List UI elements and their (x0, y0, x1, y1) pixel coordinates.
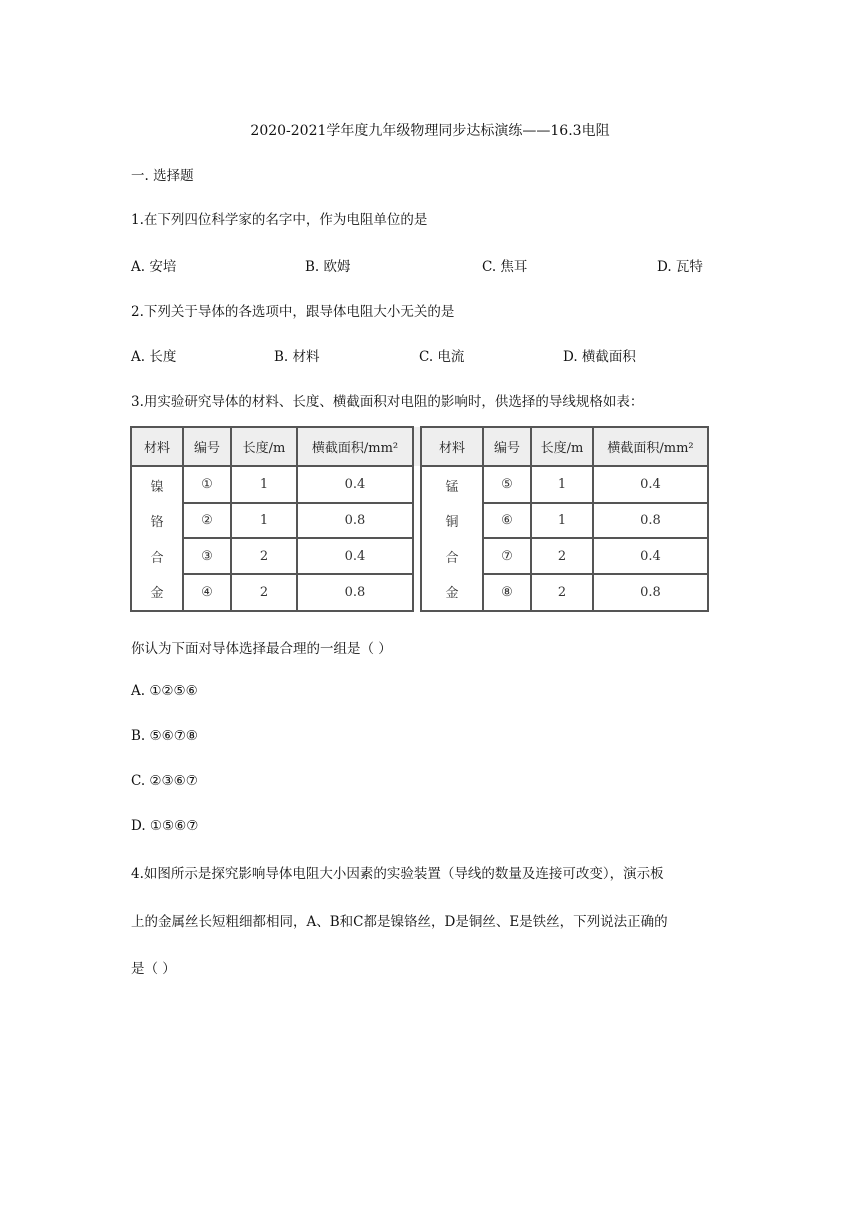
id-cell: ① (183, 466, 231, 503)
question-4-line-1: 4.如图所示是探究影响导体电阻大小因素的实验装置（导线的数量及连接可改变），演示板 (131, 866, 664, 882)
area-cell: 0.4 (593, 538, 708, 573)
table-gap (413, 538, 421, 573)
length-cell: 2 (231, 538, 297, 573)
material-cell: 合 (421, 538, 483, 573)
table-gap (413, 466, 421, 503)
q2-option-b: B. 材料 (274, 349, 320, 365)
length-cell: 2 (231, 574, 297, 611)
q2-option-c: C. 电流 (419, 349, 465, 365)
question-4-line-3: 是（ ） (131, 961, 176, 977)
question-1-stem: 1.在下列四位科学家的名字中，作为电阻单位的是 (131, 212, 428, 228)
table-row (131, 466, 708, 503)
length-cell: 1 (231, 466, 297, 503)
q3-option-c: C. ②③⑥⑦ (131, 773, 198, 789)
length-cell: 2 (531, 574, 593, 611)
q3-option-d: D. ①⑤⑥⑦ (131, 818, 199, 834)
table-gap (413, 574, 421, 611)
header-cell: 横截面积/mm² (297, 427, 413, 466)
material-cell: 金 (131, 574, 183, 611)
area-cell: 0.8 (593, 574, 708, 611)
id-cell: ② (183, 503, 231, 538)
length-cell: 1 (531, 466, 593, 503)
area-cell: 0.8 (297, 574, 413, 611)
table-header-row (131, 427, 708, 466)
wire-spec-table (130, 426, 709, 612)
header-cell: 材料 (131, 427, 183, 466)
area-cell: 0.4 (297, 466, 413, 503)
q1-option-d: D. 瓦特 (657, 259, 703, 275)
material-cell: 金 (421, 574, 483, 611)
id-cell: ④ (183, 574, 231, 611)
length-cell: 2 (531, 538, 593, 573)
table-row (131, 574, 708, 611)
question-4-line-2: 上的金属丝长短粗细都相同，A、B和C都是镍铬丝，D是铜丝、E是铁丝，下列说法正确的 (131, 914, 668, 930)
area-cell: 0.4 (297, 538, 413, 573)
header-cell: 长度/m (231, 427, 297, 466)
id-cell: ⑦ (483, 538, 531, 573)
header-cell: 长度/m (531, 427, 593, 466)
q2-option-d: D. 横截面积 (563, 349, 636, 365)
material-cell: 镍 (131, 466, 183, 503)
id-cell: ⑧ (483, 574, 531, 611)
q1-option-c: C. 焦耳 (482, 259, 528, 275)
area-cell: 0.8 (297, 503, 413, 538)
length-cell: 1 (231, 503, 297, 538)
id-cell: ⑥ (483, 503, 531, 538)
table-gap (413, 503, 421, 538)
question-2-stem: 2.下列关于导体的各选项中，跟导体电阻大小无关的是 (131, 304, 455, 320)
question-3-prompt: 你认为下面对导体选择最合理的一组是（ ） (131, 641, 392, 657)
q1-option-b: B. 欧姆 (305, 259, 351, 275)
material-cell: 铜 (421, 503, 483, 538)
q2-option-a: A. 长度 (131, 349, 177, 365)
q3-option-a: A. ①②⑤⑥ (131, 683, 198, 699)
header-cell: 编号 (483, 427, 531, 466)
table-row (131, 503, 708, 538)
q1-option-a: A. 安培 (131, 259, 177, 275)
question-3-stem: 3.用实验研究导体的材料、长度、横截面积对电阻的影响时，供选择的导线规格如表： (131, 394, 644, 410)
length-cell: 1 (531, 503, 593, 538)
table-gap (413, 427, 421, 466)
q3-option-b: B. ⑤⑥⑦⑧ (131, 728, 198, 744)
area-cell: 0.8 (593, 503, 708, 538)
material-cell: 锰 (421, 466, 483, 503)
id-cell: ⑤ (483, 466, 531, 503)
header-cell: 材料 (421, 427, 483, 466)
header-cell: 横截面积/mm² (593, 427, 708, 466)
material-cell: 铬 (131, 503, 183, 538)
header-cell: 编号 (183, 427, 231, 466)
section-heading: 一. 选择题 (131, 168, 194, 184)
table-row (131, 538, 708, 573)
area-cell: 0.4 (593, 466, 708, 503)
material-cell: 合 (131, 538, 183, 573)
page-title: 2020-2021学年度九年级物理同步达标演练——16.3电阻 (250, 123, 610, 139)
id-cell: ③ (183, 538, 231, 573)
